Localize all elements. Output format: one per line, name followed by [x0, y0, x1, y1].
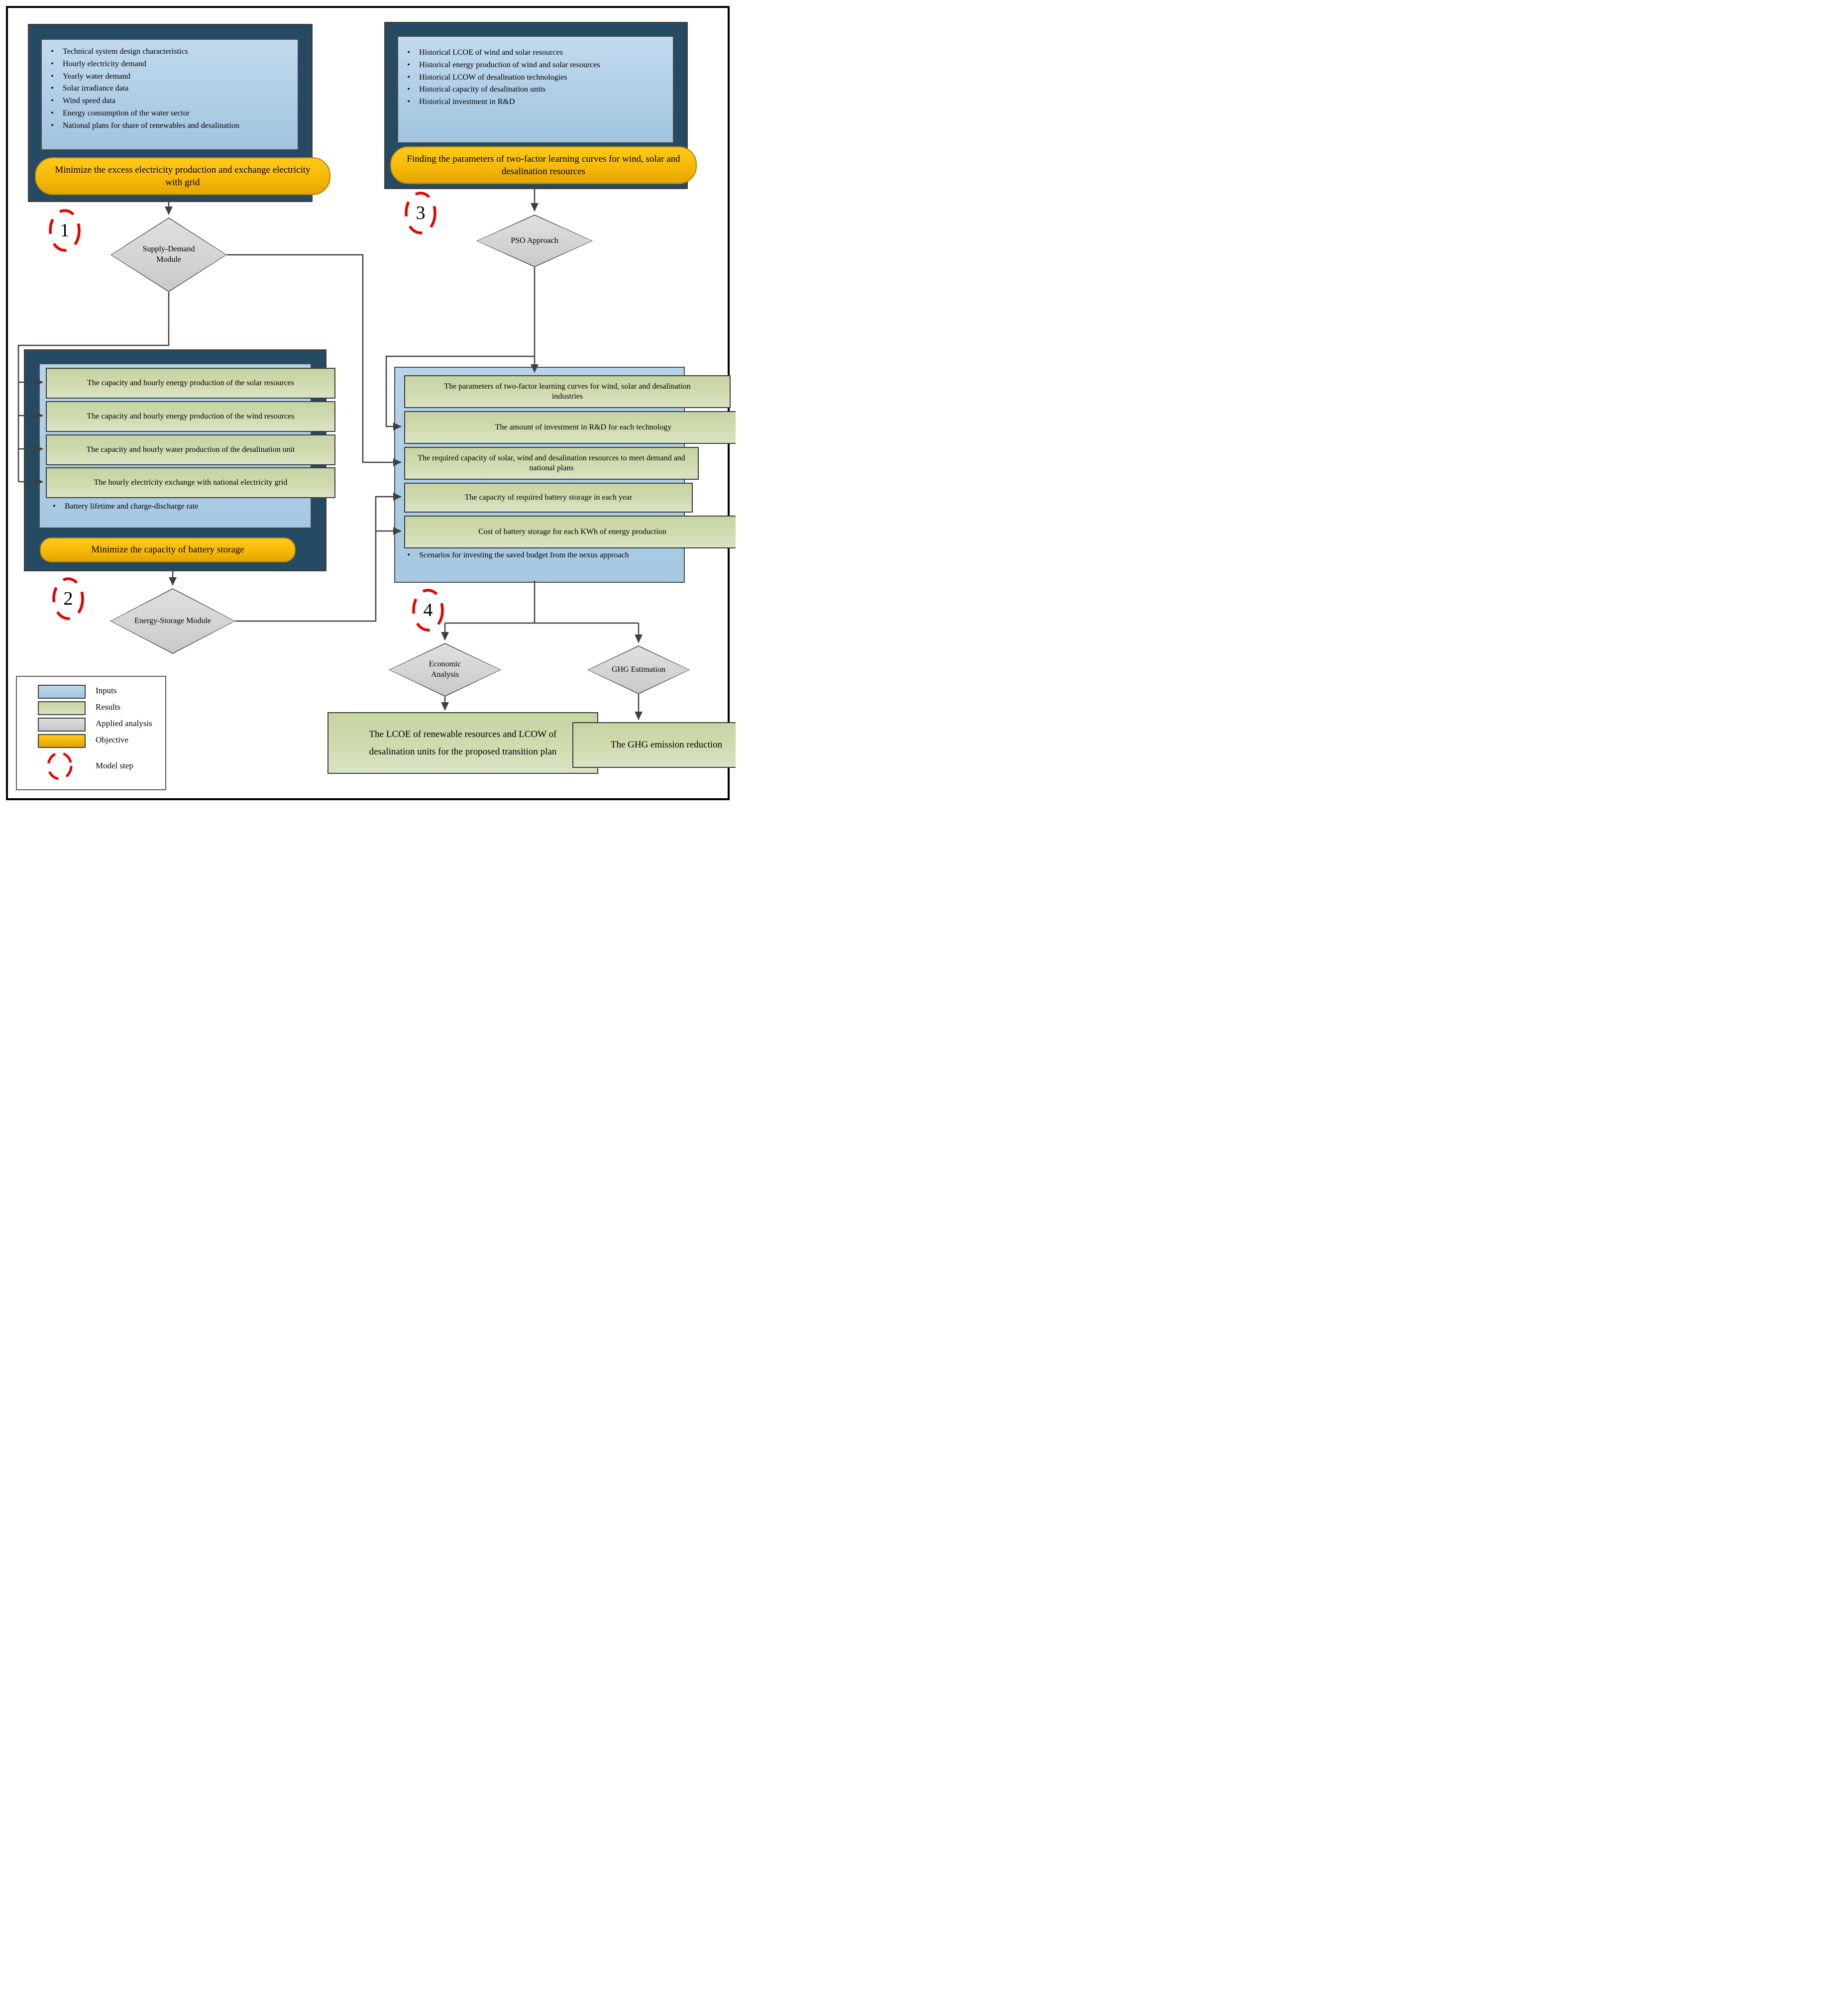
objective-label: Minimize the capacity of battery storage	[91, 544, 244, 555]
result-label: The amount of investment in R&D for each technology	[495, 423, 672, 431]
model-step-circle-2	[52, 577, 85, 621]
input-item: Historical LCOW of desalination technologies	[419, 73, 567, 82]
step2-input-bullet	[44, 501, 303, 513]
legend	[16, 676, 166, 790]
input-item: Wind speed data	[63, 97, 115, 106]
energy-storage-module-diamond	[110, 588, 235, 654]
objective-label: Finding the parameters of two-factor learning curves for wind, solar and desalination resources	[407, 153, 680, 177]
result-label: The capacity and hourly energy production of the solar resources	[87, 378, 294, 387]
list-item	[398, 72, 670, 84]
result-label: The capacity and hourly water production of the desalination unit	[86, 445, 295, 454]
bullet-icon: •	[51, 121, 54, 130]
step-number: 3	[416, 203, 426, 223]
result-label: The GHG emission reduction	[610, 739, 723, 750]
legend-label-inputs: Inputs	[96, 686, 117, 695]
final-result-ghg-box	[572, 722, 736, 768]
list-item	[42, 71, 295, 83]
legend-model-step-icon	[45, 750, 75, 781]
diamond-label: Energy-Storage Module	[134, 616, 211, 625]
step-number: 4	[423, 600, 433, 621]
bullet-icon: •	[407, 551, 410, 559]
input-item: Energy consumption of the water sector	[63, 108, 190, 117]
list-item	[42, 120, 295, 132]
list-item	[42, 46, 295, 58]
model-flowchart	[0, 0, 736, 806]
legend-label-results: Results	[96, 702, 121, 712]
list-item	[42, 95, 295, 107]
diamond-label: GHG Estimation	[612, 665, 665, 674]
result-box-desalination	[46, 434, 335, 465]
legend-label-applied-analysis: Applied analysis	[96, 719, 152, 728]
bullet-icon: •	[51, 108, 54, 117]
result-label: The required capacity of solar, wind and desalination resources to meet demand and national plans	[418, 453, 685, 472]
list-item	[42, 107, 295, 120]
input-item: Battery lifetime and charge-discharge rate	[65, 502, 199, 511]
step1-inputs-box	[41, 39, 299, 150]
input-item: Solar irradiance data	[63, 84, 129, 93]
model-step-circle-4	[412, 588, 444, 632]
bullet-icon: •	[51, 72, 54, 81]
step3-inputs-box	[397, 36, 674, 143]
bullet-icon: •	[51, 84, 54, 93]
pso-approach-diamond	[476, 214, 593, 267]
final-result-lcoe-box	[327, 712, 598, 774]
input-item: Historical investment in R&D	[419, 98, 515, 106]
result-box-battery-capacity	[404, 483, 693, 513]
bullet-icon: •	[53, 502, 56, 511]
bullet-icon: •	[407, 48, 410, 57]
result-box-grid-exchange	[46, 467, 335, 498]
legend-swatch-inputs	[38, 685, 86, 699]
model-step-circle-1	[48, 209, 81, 252]
economic-analysis-diamond	[389, 643, 501, 697]
result-label: The capacity and hourly energy production of the wind resources	[87, 412, 295, 421]
bullet-icon: •	[51, 97, 54, 106]
input-item: Historical energy production of wind and solar resources	[419, 60, 600, 69]
result-label: Cost of battery storage for each KWh of energy production	[478, 527, 666, 536]
list-item	[398, 84, 670, 96]
result-box-required-capacity	[404, 447, 699, 480]
step2-objective	[40, 537, 296, 562]
model-step-circle-3	[404, 191, 437, 235]
legend-swatch-applied-analysis	[38, 718, 86, 732]
legend-swatch-results	[38, 701, 86, 715]
step3-objective	[390, 146, 697, 184]
list-item	[42, 58, 295, 71]
input-item: Hourly electricity demand	[63, 59, 146, 68]
diamond-label: Economic Analysis	[429, 660, 461, 679]
list-item	[398, 47, 670, 59]
step-number: 1	[60, 220, 70, 241]
supply-demand-module-diamond	[110, 217, 227, 292]
legend-label-objective: Objective	[96, 735, 129, 744]
result-box-solar	[46, 368, 335, 399]
result-box-battery-cost	[404, 516, 736, 548]
result-label: The parameters of two-factor learning curves for wind, solar and desalination industries	[444, 382, 691, 401]
step4-note-bullet	[398, 549, 675, 562]
bullet-icon: •	[407, 85, 410, 94]
bullet-icon: •	[407, 73, 410, 82]
input-item: Yearly water demand	[63, 72, 131, 81]
bullet-icon: •	[407, 98, 410, 106]
legend-label-model-step: Model step	[96, 761, 134, 770]
bullet-icon: •	[51, 59, 54, 68]
input-item: Historical LCOE of wind and solar resources	[419, 48, 563, 57]
list-item	[398, 59, 670, 72]
input-item: National plans for share of renewables and desalination	[63, 121, 239, 130]
diamond-label: PSO Approach	[511, 236, 558, 245]
list-item	[398, 96, 670, 108]
result-box-rd-investment	[404, 411, 736, 444]
legend-swatch-objective	[38, 734, 86, 748]
input-item: Technical system design characteristics	[63, 47, 188, 56]
step-number: 2	[63, 588, 73, 609]
list-item	[42, 83, 295, 95]
result-label: The capacity of required battery storage in each year	[464, 493, 633, 502]
result-label: The LCOE of renewable resources and LCOW of desalination units for the proposed transition plan	[369, 729, 557, 757]
diamond-label: Supply-Demand Module	[142, 245, 195, 264]
result-box-learning-parameters	[404, 375, 731, 408]
result-box-wind	[46, 401, 335, 432]
bullet-icon: •	[51, 47, 54, 56]
input-item: Historical capacity of desalination units	[419, 85, 546, 94]
ghg-estimation-diamond	[587, 645, 690, 694]
bullet-icon: •	[407, 60, 410, 69]
result-label: The hourly electricity exchange with national electricity grid	[94, 478, 288, 487]
objective-label: Minimize the excess electricity production and exchange electricity with grid	[55, 164, 311, 188]
note-item: Scenarios for investing the saved budget from the nexus approach	[419, 551, 629, 559]
step1-objective	[35, 157, 330, 195]
